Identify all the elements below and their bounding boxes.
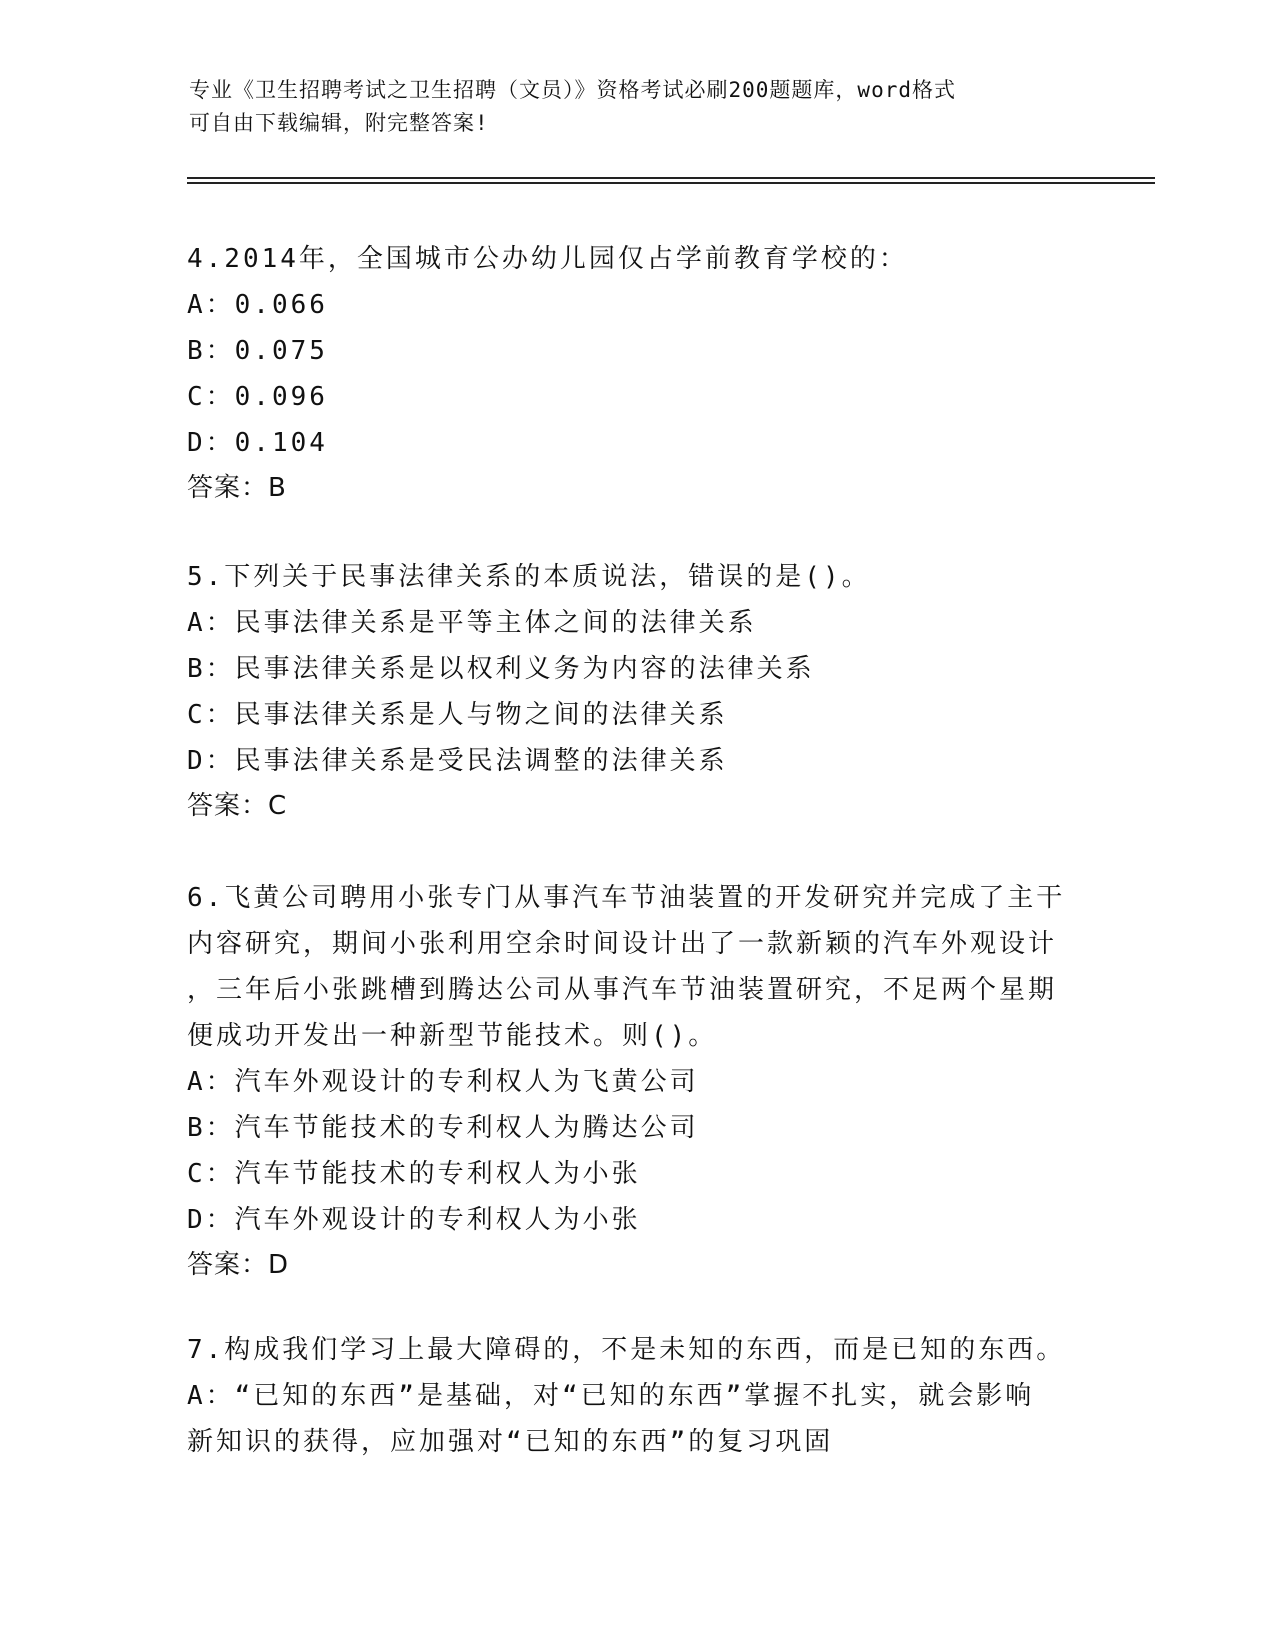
question-6 (187, 875, 1087, 1287)
option-text: 汽车节能技术的专利权人为小张 (234, 1159, 641, 1189)
option-c (187, 692, 1087, 738)
option-key: A： (187, 608, 235, 638)
option-text: 0.104 (234, 428, 328, 458)
option-text: 0.096 (234, 382, 328, 412)
question-text-line-4: 便成功开发出一种新型节能技术。则()。 (187, 1021, 718, 1051)
option-a (187, 282, 1087, 328)
question-text-line-1: 6.飞黄公司聘用小张专门从事汽车节油装置的开发研究并完成了主干 (187, 883, 1066, 913)
question-7 (187, 1327, 1087, 1465)
header-divider-bottom (187, 182, 1155, 184)
answer-line: 答案：D (187, 1250, 290, 1280)
option-key: D： (187, 1205, 235, 1235)
option-c (187, 1151, 1087, 1197)
option-d (187, 420, 1087, 466)
question-text-line-3: ，三年后小张跳槽到腾达公司从事汽车节油装置研究，不足两个星期 (187, 975, 1058, 1005)
document-header (189, 74, 1069, 140)
header-title-line-2: 可自由下载编辑，附完整答案! (189, 111, 489, 135)
option-text: 汽车外观设计的专利权人为飞黄公司 (234, 1067, 699, 1097)
option-key: B： (187, 654, 235, 684)
option-key: C： (187, 1159, 235, 1189)
option-a (187, 1373, 1087, 1419)
question-text: 5.下列关于民事法律关系的本质说法，错误的是()。 (187, 562, 871, 592)
header-divider-top (187, 177, 1155, 179)
answer-line: 答案：B (187, 473, 287, 503)
option-text: 民事法律关系是平等主体之间的法律关系 (234, 608, 757, 638)
option-d (187, 738, 1087, 784)
option-key: B： (187, 336, 235, 366)
option-text: 0.066 (234, 290, 328, 320)
option-b (187, 646, 1087, 692)
option-a-continuation (187, 1419, 1087, 1465)
answer-line: 答案：C (187, 791, 288, 821)
option-key: D： (187, 746, 235, 776)
header-title-line-1: 专业《卫生招聘考试之卫生招聘（文员）》资格考试必刷200题题库，word格式 (189, 78, 956, 102)
option-b (187, 1105, 1087, 1151)
option-a (187, 600, 1087, 646)
option-c (187, 374, 1087, 420)
option-key: A： (187, 290, 235, 320)
option-text: 民事法律关系是人与物之间的法律关系 (234, 700, 728, 730)
option-text: 民事法律关系是受民法调整的法律关系 (234, 746, 728, 776)
option-key: C： (187, 700, 235, 730)
option-a (187, 1059, 1087, 1105)
option-key: A： (187, 1067, 235, 1097)
question-4 (187, 236, 1087, 510)
option-key: D： (187, 428, 235, 458)
option-text-line-2: 新知识的获得，应加强对“已知的东西”的复习巩固 (187, 1427, 834, 1457)
option-text-line-1: “已知的东西”是基础，对“已知的东西”掌握不扎实，就会影响 (234, 1381, 1035, 1411)
option-key: C： (187, 382, 235, 412)
option-b (187, 328, 1087, 374)
question-5 (187, 554, 1087, 828)
option-d (187, 1197, 1087, 1243)
question-text-line-2: 内容研究，期间小张利用空余时间设计出了一款新颖的汽车外观设计 (187, 929, 1058, 959)
option-text: 民事法律关系是以权利义务为内容的法律关系 (234, 654, 815, 684)
option-text: 汽车节能技术的专利权人为腾达公司 (234, 1113, 699, 1143)
option-key: A： (187, 1381, 235, 1411)
option-text: 0.075 (234, 336, 328, 366)
option-key: B： (187, 1113, 235, 1143)
question-text: 7.构成我们学习上最大障碍的，不是未知的东西，而是已知的东西。 (187, 1335, 1066, 1365)
question-text: 4.2014年，全国城市公办幼儿园仅占学前教育学校的： (187, 244, 908, 274)
option-text: 汽车外观设计的专利权人为小张 (234, 1205, 641, 1235)
